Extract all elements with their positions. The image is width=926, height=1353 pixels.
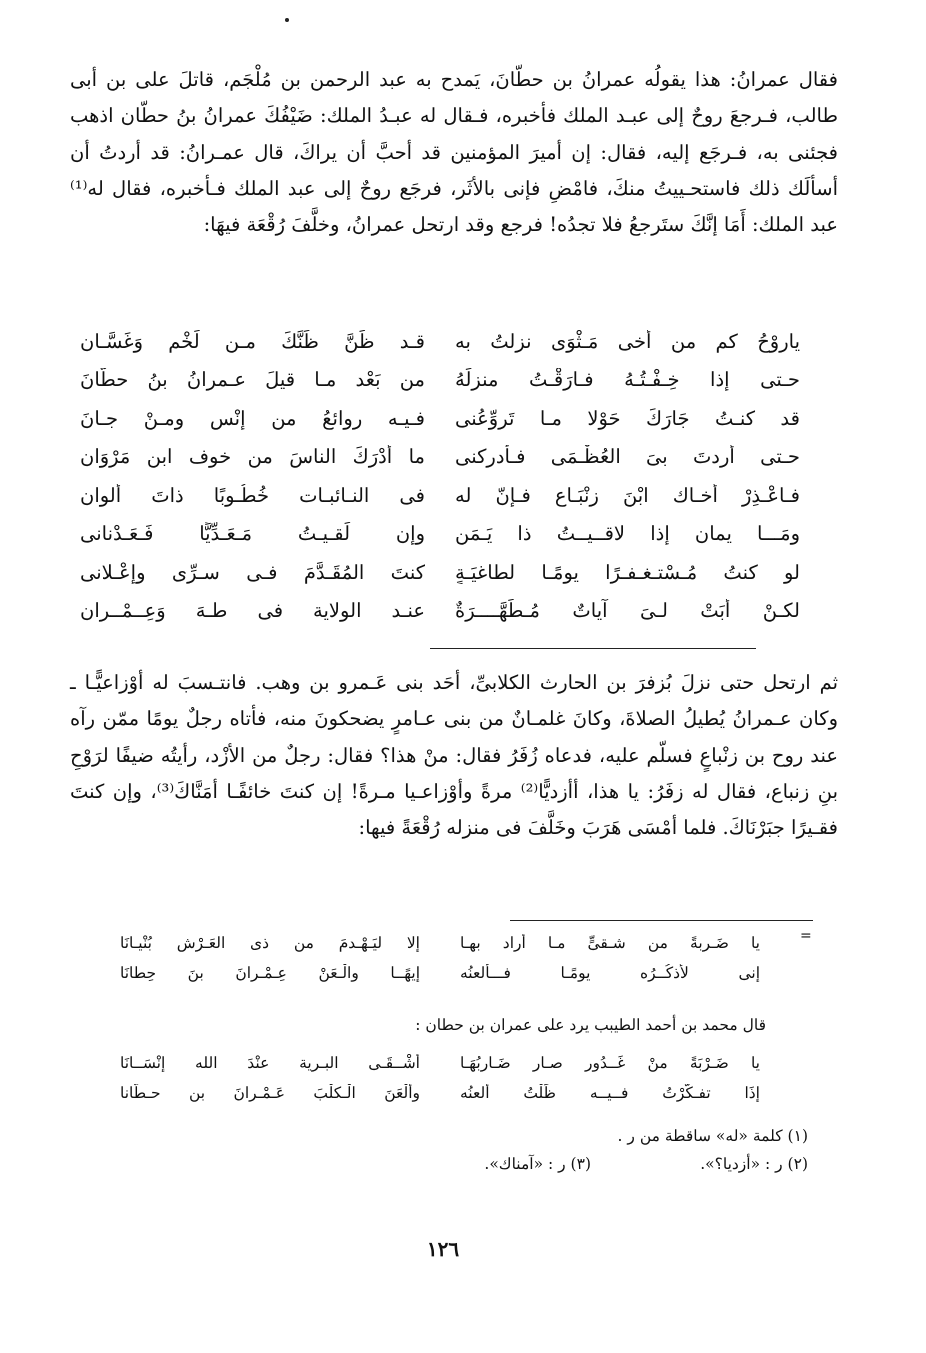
footnote-2: (٢) ر : «أزديا؟».	[700, 1155, 808, 1173]
verse-row	[80, 515, 800, 554]
verse-row	[80, 361, 800, 400]
verse-second-hemistich: كنتَ المُقَـدَّمَ فـى سـرِّى وإعْـلانى	[80, 560, 425, 584]
verse-row	[120, 1078, 760, 1108]
verse-second-hemistich: قـد ظَنَّ ظَنَّكَ مـن لَخْم وَغَسَّـان	[80, 329, 425, 353]
verse-second-hemistich: من بَعْد مـا قيلَ عـمرانُ بنُ حطّانَ	[80, 368, 425, 392]
verse-second-hemistich: فـيـه روائعُ من إنْسٍ ومـنْ جـانَ	[80, 406, 425, 430]
verse-first-hemistich: ياروْحُ كم من أخى مَـثْوَى نزلتُ به	[455, 329, 800, 353]
verse-first-hemistich: قد كنـتُ جَارَكَ حَوْلا مـا تَروِّعُنى	[455, 406, 800, 430]
paragraph-text: فقال عمرانُ: هذا يقولُه عمرانُ بن حطّانَ، يَمدح به عبد الرحمن بن مُلْجَم، قاتلَ على بن أبى طالب، فـرجعَ روحٌ إلى عبـد الملك فأخبره، فـقال له عبـدُ الملك: ضَيْفُكَ عمرانُ بنُ حطّان اذهب فجئنى به، فـرجَع إليه، فقال: إن أميرَ المؤمنين قد أحبَّ أن يراكَ، قال عمـرانُ: قد أردتُ أن أسألَك ذلك فاستحـييتُ منكَ، فامْضِ فإنى بالأثَر، فرجَع روحٌ إلى عبد الملك فـأخبره، فقال له⁽¹⁾ عبد الملك: أَمَا إنَّكَ ستَرجعُ فلا تجدُه! فرجع وقد ارتحل عمرانُ، وخلَّفَ رُقْعَة فيهَا:	[70, 68, 838, 237]
footnote-continuation-marker: =	[800, 928, 812, 944]
verse-second-hemistich: وألْعَنَ الْـكلْبَ عَـمْـرانَ بن حـطّانا	[120, 1084, 420, 1102]
verse-first-hemistich: ومَـــا يمان إذا لاقــيــتُ ذا يَـمَنٍ	[455, 522, 800, 546]
prose-paragraph-1	[70, 62, 838, 243]
footnote-poem-1	[120, 928, 760, 988]
section-divider	[430, 648, 756, 649]
note-heading: قال محمد بن أحمد الطيبب يرد على عمران بن حطان :	[415, 1016, 766, 1034]
verse-first-hemistich: يا ضَـربةً من شـقىٍّ مـا أراد بهـا	[460, 934, 760, 952]
verse-second-hemistich: إلا ليَـهْـدمَ من ذى العَـرْشِ بُنْيـانَا	[120, 934, 420, 952]
verse-second-hemistich: إيهًــا والْـعَنْ عِـمْـرانَ بنَ حِطانَا	[120, 964, 420, 982]
verse-row	[80, 553, 800, 592]
verse-row	[80, 438, 800, 477]
paragraph-text: ثم ارتحل حتى نزلَ بُزفرَ بن الحارث الكلابىِّ، أحَد بنى عَـمرو بن وهب. فانتـسبَ له أوْزاعيًّـا ـ وكان عـمرانُ يُطيلُ الصلاةَ، وكانَ غلمـانٌ من بنى عـامرٍ يضحكونَ منه، فأتاه رجلٌ يومًا ممّن رآه عند روح بن زنْباعٍ فسلّم عليه، فدعاه زُفَرُ فقال: منْ هذا؟ فقال: رجلٌ من الأزْد، رأيتُه ضيفًا لرَوْحِ بنِ زنباع، فقال له زفَرُ: يا هذا، أأزديًّا⁽²⁾ مرةً وأوْزاعـيا مـرةً! إن كنتَ خائفًـا أمَنَّاكَ⁽³⁾، وإن كنتَ فقـيرًا جبَرْنَاكَ. فلما أمْسَى هَرَبَ وخَلَّفَ فى منزله رُقْعَةً فيها:	[70, 671, 839, 840]
verse-second-hemistich: فى النـائبـات خُطُـوبًا ذاتَ ألوان	[80, 483, 425, 507]
prose-paragraph-2	[70, 665, 838, 846]
verse-row	[80, 592, 800, 631]
page-mark	[285, 18, 289, 22]
footnote-divider	[510, 920, 813, 921]
verse-first-hemistich: لكـنْ أبَتْ لـىَ آياتٌ مُـطَهَّــــرَةٌ	[455, 599, 800, 623]
verse-second-hemistich: ما أَدْرَكَ الناسَ من خوف ابنِ مَرْوَان	[80, 445, 425, 469]
verse-first-hemistich: إنى لأذكُــرُه يومًـا فـــأَلعنُه	[460, 964, 760, 982]
verse-first-hemistich: يا ضَـرْبَةً منْ غَــدُور صـار ضَـارِبُهَـا	[460, 1054, 760, 1072]
verse-row	[80, 322, 800, 361]
page-number: ١٢٦	[426, 1237, 460, 1261]
verse-first-hemistich: لو كنتُ مُـسْتـغـفـرًا يومًـا لطاغيَـةٍ	[455, 560, 800, 584]
footnote-poem-2	[120, 1048, 760, 1108]
verse-row	[120, 1048, 760, 1078]
verse-first-hemistich: حـتى أردتَ بىَ العُظْـمَى فـأدركنى	[455, 445, 800, 469]
verse-row	[120, 928, 760, 958]
poem-main	[80, 322, 800, 630]
footnote-1: (١) كلمة «له» ساقطة من ر .	[617, 1127, 808, 1145]
verse-first-hemistich: إذَا تفـكَّرْتُ فــيــه ظَلْتُ ألعنُه	[460, 1084, 760, 1102]
verse-row	[120, 958, 760, 988]
verse-row	[80, 476, 800, 515]
footnote-3: (٣) ر : «آمناك».	[484, 1155, 591, 1173]
verse-row	[80, 399, 800, 438]
verse-first-hemistich: فـاعْـذِرْ أخـاك ابْنَ زنْبَـاع فـإنّ له	[455, 483, 800, 507]
verse-second-hemistich: أشْــقَـى البـرية عنْدَ الله إنْسَــانَا	[120, 1054, 420, 1072]
verse-second-hemistich: وإن لَقـيـتُ مَـعَـدِّيًّا فَـعَـدْنانى	[80, 522, 425, 546]
verse-first-hemistich: حـتى إذا خِـفْـتُـهُ فـارَقْـتُ منزلَهُ	[455, 368, 800, 392]
verse-second-hemistich: عنـد الولاية فى طـهَ وَعِــمْــران	[80, 599, 425, 623]
